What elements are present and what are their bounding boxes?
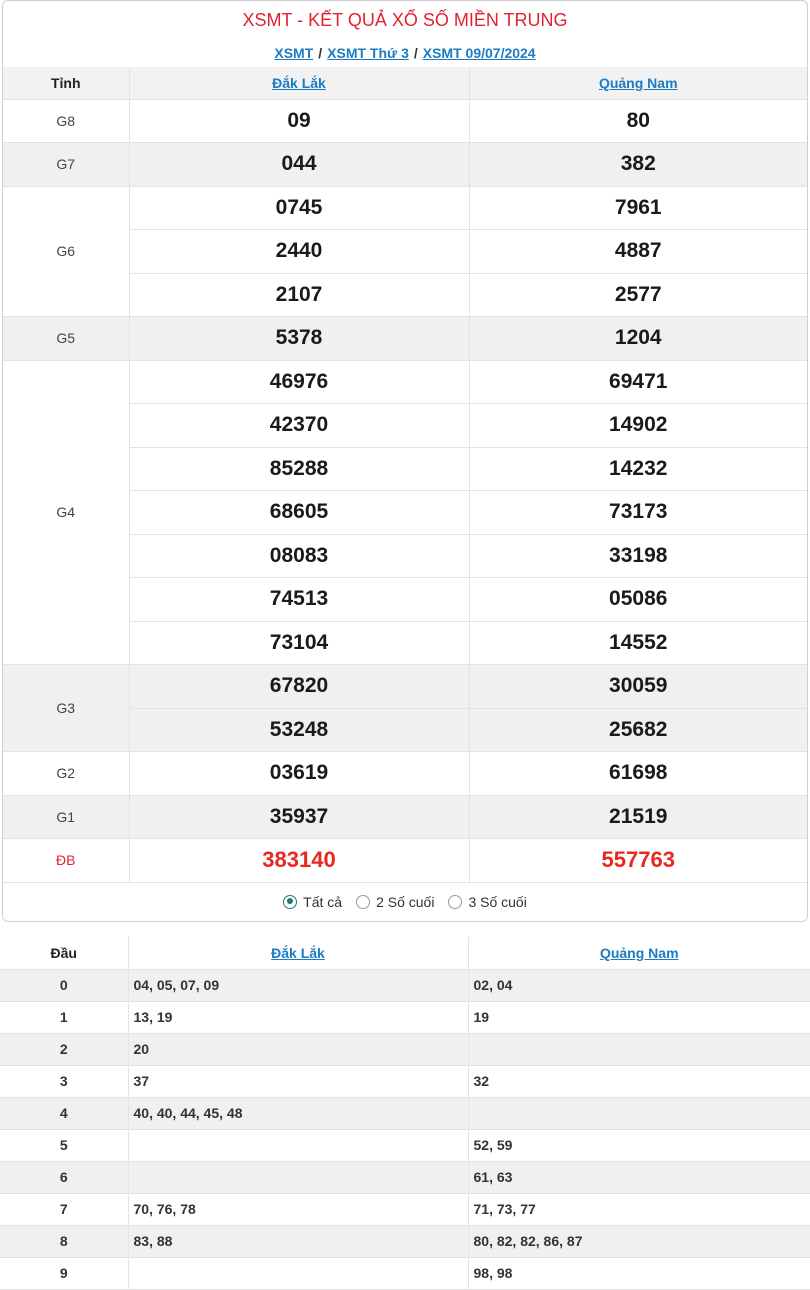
prize-number: 05086 bbox=[469, 578, 807, 622]
radio-button[interactable] bbox=[283, 895, 297, 909]
filter-option-label: 3 Số cuối bbox=[468, 893, 527, 910]
loto-table bbox=[0, 937, 810, 1290]
prize-number: 42370 bbox=[129, 404, 469, 448]
prize-number: 14902 bbox=[469, 404, 807, 448]
loto-head-digit: 8 bbox=[0, 1225, 128, 1257]
loto-row bbox=[0, 1161, 810, 1193]
title-row bbox=[3, 1, 807, 39]
prize-number: 25682 bbox=[469, 708, 807, 752]
prize-number: 80 bbox=[469, 99, 807, 143]
prize-label: G5 bbox=[3, 317, 129, 361]
loto-body bbox=[0, 969, 810, 1289]
loto-values: 20 bbox=[128, 1033, 468, 1065]
prize-number: 85288 bbox=[129, 447, 469, 491]
loto-values: 32 bbox=[468, 1065, 810, 1097]
loto-head-digit: 4 bbox=[0, 1097, 128, 1129]
prize-number: 53248 bbox=[129, 708, 469, 752]
loto-values bbox=[128, 1257, 468, 1289]
prize-row bbox=[3, 839, 807, 883]
province-column-header: Tỉnh bbox=[3, 67, 129, 99]
prize-number: 09 bbox=[129, 99, 469, 143]
prize-number: 33198 bbox=[469, 534, 807, 578]
loto-row bbox=[0, 1097, 810, 1129]
province-link-quang-nam[interactable]: Quảng Nam bbox=[598, 74, 678, 91]
loto-row bbox=[0, 1065, 810, 1097]
loto-row bbox=[0, 1225, 810, 1257]
loto-head-digit: 9 bbox=[0, 1257, 128, 1289]
loto-values: 19 bbox=[468, 1001, 810, 1033]
loto-values bbox=[128, 1129, 468, 1161]
radio-button[interactable] bbox=[356, 895, 370, 909]
page-title: XSMT - KẾT QUẢ XỔ SỐ MIỀN TRUNG bbox=[242, 9, 568, 30]
loto-province-link-quang-nam[interactable]: Quảng Nam bbox=[599, 944, 679, 961]
filter-option[interactable] bbox=[356, 894, 434, 910]
prize-number: 74513 bbox=[129, 578, 469, 622]
loto-head-digit: 7 bbox=[0, 1193, 128, 1225]
prize-row bbox=[3, 795, 807, 839]
loto-row bbox=[0, 1193, 810, 1225]
prize-number: 03619 bbox=[129, 752, 469, 796]
loto-province-header bbox=[128, 937, 468, 969]
prize-label: G6 bbox=[3, 186, 129, 317]
breadcrumb-link-date[interactable]: XSMT 09/07/2024 bbox=[422, 45, 536, 61]
prize-row bbox=[3, 143, 807, 187]
loto-head-digit: 5 bbox=[0, 1129, 128, 1161]
loto-values: 61, 63 bbox=[468, 1161, 810, 1193]
loto-row bbox=[0, 1033, 810, 1065]
filter-option[interactable] bbox=[448, 894, 526, 910]
prize-number: 69471 bbox=[469, 360, 807, 404]
loto-head-digit: 3 bbox=[0, 1065, 128, 1097]
prize-number: 2107 bbox=[129, 273, 469, 317]
filter-option[interactable] bbox=[283, 894, 342, 910]
prize-number: 73104 bbox=[129, 621, 469, 665]
prize-number: 14552 bbox=[469, 621, 807, 665]
loto-row bbox=[0, 1001, 810, 1033]
loto-values: 04, 05, 07, 09 bbox=[128, 969, 468, 1001]
loto-values: 37 bbox=[128, 1065, 468, 1097]
loto-head-digit: 1 bbox=[0, 1001, 128, 1033]
prize-number: 67820 bbox=[129, 665, 469, 709]
province-link-dak-lak[interactable]: Đắk Lắk bbox=[272, 74, 326, 91]
loto-head-digit: 6 bbox=[0, 1161, 128, 1193]
prize-number: 14232 bbox=[469, 447, 807, 491]
prize-number: 2440 bbox=[129, 230, 469, 274]
results-body bbox=[3, 99, 807, 882]
digit-filter bbox=[3, 883, 807, 921]
prize-row bbox=[3, 99, 807, 143]
prize-number: 4887 bbox=[469, 230, 807, 274]
loto-head-digit: 0 bbox=[0, 969, 128, 1001]
prize-label: G8 bbox=[3, 99, 129, 143]
breadcrumb-separator: / bbox=[318, 45, 323, 61]
loto-values: 98, 98 bbox=[468, 1257, 810, 1289]
prize-number: 21519 bbox=[469, 795, 807, 839]
loto-province-link-dak-lak[interactable]: Đắk Lắk bbox=[271, 944, 325, 961]
loto-row bbox=[0, 1257, 810, 1289]
prize-number: 35937 bbox=[129, 795, 469, 839]
prize-number: 30059 bbox=[469, 665, 807, 709]
loto-values: 40, 40, 44, 45, 48 bbox=[128, 1097, 468, 1129]
loto-values: 80, 82, 82, 86, 87 bbox=[468, 1225, 810, 1257]
prize-label: G7 bbox=[3, 143, 129, 187]
breadcrumb-separator: / bbox=[413, 45, 418, 61]
radio-button[interactable] bbox=[448, 895, 462, 909]
prize-number: 1204 bbox=[469, 317, 807, 361]
loto-values bbox=[468, 1033, 810, 1065]
loto-values bbox=[128, 1161, 468, 1193]
prize-number: 08083 bbox=[129, 534, 469, 578]
prize-number: 5378 bbox=[129, 317, 469, 361]
loto-values bbox=[468, 1097, 810, 1129]
prize-number: 46976 bbox=[129, 360, 469, 404]
prize-row bbox=[3, 186, 807, 230]
province-header bbox=[469, 67, 807, 99]
breadcrumb bbox=[3, 39, 807, 67]
prize-label: G3 bbox=[3, 665, 129, 752]
head-column-header: Đầu bbox=[0, 937, 128, 969]
prize-number: 2577 bbox=[469, 273, 807, 317]
breadcrumb-link-xsmt[interactable]: XSMT bbox=[274, 45, 314, 61]
prize-label: G2 bbox=[3, 752, 129, 796]
prize-row bbox=[3, 317, 807, 361]
loto-values: 02, 04 bbox=[468, 969, 810, 1001]
prize-row bbox=[3, 665, 807, 709]
prize-number: 0745 bbox=[129, 186, 469, 230]
prize-number: 68605 bbox=[129, 491, 469, 535]
prize-number: 73173 bbox=[469, 491, 807, 535]
loto-values: 52, 59 bbox=[468, 1129, 810, 1161]
prize-row bbox=[3, 360, 807, 404]
loto-values: 71, 73, 77 bbox=[468, 1193, 810, 1225]
loto-header-row bbox=[0, 937, 810, 969]
results-table bbox=[3, 67, 807, 883]
prize-label: ĐB bbox=[3, 839, 129, 883]
breadcrumb-link-weekday[interactable]: XSMT Thứ 3 bbox=[327, 45, 409, 61]
prize-row bbox=[3, 752, 807, 796]
prize-number: 382 bbox=[469, 143, 807, 187]
loto-row bbox=[0, 969, 810, 1001]
province-header bbox=[129, 67, 469, 99]
results-header-row bbox=[3, 67, 807, 99]
prize-label: G1 bbox=[3, 795, 129, 839]
prize-number: 383140 bbox=[129, 839, 469, 883]
results-card bbox=[2, 0, 808, 922]
prize-number: 61698 bbox=[469, 752, 807, 796]
prize-label: G4 bbox=[3, 360, 129, 665]
loto-values: 70, 76, 78 bbox=[128, 1193, 468, 1225]
loto-province-header bbox=[468, 937, 810, 969]
filter-option-label: 2 Số cuối bbox=[376, 893, 435, 910]
prize-number: 557763 bbox=[469, 839, 807, 883]
filter-option-label: Tất cả bbox=[303, 893, 343, 910]
loto-head-digit: 2 bbox=[0, 1033, 128, 1065]
loto-values: 13, 19 bbox=[128, 1001, 468, 1033]
loto-values: 83, 88 bbox=[128, 1225, 468, 1257]
prize-number: 044 bbox=[129, 143, 469, 187]
loto-row bbox=[0, 1129, 810, 1161]
prize-number: 7961 bbox=[469, 186, 807, 230]
